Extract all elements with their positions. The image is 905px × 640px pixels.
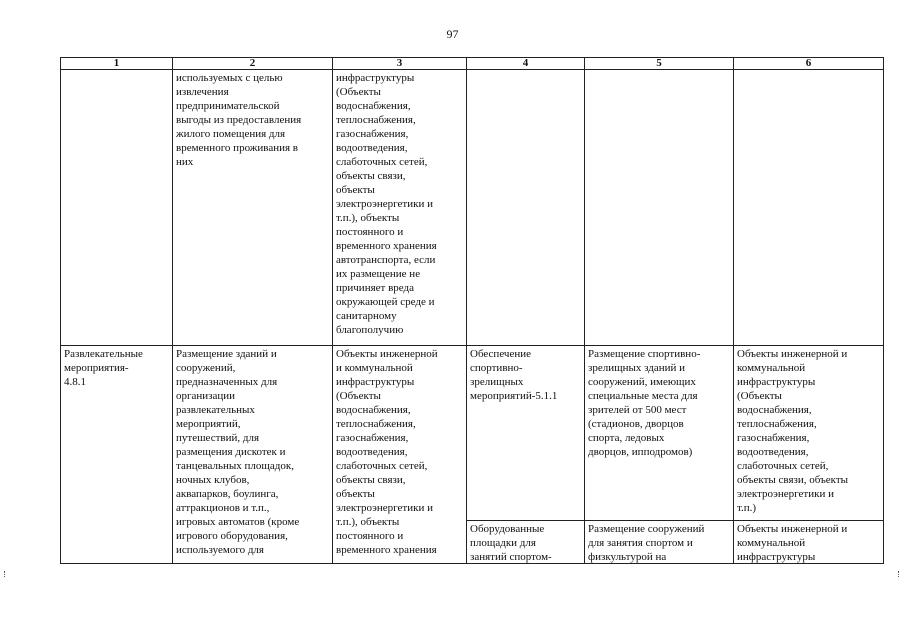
table-row bbox=[61, 70, 884, 346]
column-header-3: 3 bbox=[333, 58, 467, 70]
cell-r2b-c4 bbox=[467, 521, 585, 564]
cell-r1-c2 bbox=[173, 70, 333, 346]
scan-edge-mark-right bbox=[898, 571, 902, 577]
column-header-1: 1 bbox=[61, 58, 173, 70]
document-table bbox=[60, 57, 884, 564]
cell-text: Обеспечение спортивно- зрелищных мероприятий-5.1.1 bbox=[470, 348, 558, 402]
cell-text: Размещение спортивно- зрелищных зданий и сооружений, имеющих специальные места для зрителей от 500 мест (стадионов, дворцов спорта, ледовых дворцов, ипподромов) bbox=[588, 348, 701, 458]
cell-text: Оборудованные площадки для занятий спортом- bbox=[470, 523, 552, 563]
cell-r2-c2 bbox=[173, 346, 333, 564]
column-header-5: 5 bbox=[585, 58, 734, 70]
cell-r1-c4 bbox=[467, 70, 585, 346]
cell-r1-c6 bbox=[734, 70, 884, 346]
cell-r2b-c5 bbox=[585, 521, 734, 564]
cell-text: инфраструктуры (Объекты водоснабжения, теплоснабжения, газоснабжения, водоотведения, слаботочных сетей, объекты связи, объекты электроэнергетики и т.п.), объекты постоянного и временного хранения автотранспорта, если их размещение не причиняет вреда окружающей среде и санитарному благополучию bbox=[336, 72, 437, 336]
cell-text: используемых с целью извлечения предпринимательской выгоды из предоставления жилого помещения для временного проживания в них bbox=[176, 72, 302, 168]
cell-r2-c1 bbox=[61, 346, 173, 564]
scan-edge-mark-left bbox=[4, 571, 8, 577]
cell-r2b-c6 bbox=[734, 521, 884, 564]
column-header-4: 4 bbox=[467, 58, 585, 70]
page-number: 97 bbox=[446, 27, 459, 41]
cell-r2a-c4 bbox=[467, 346, 585, 521]
column-header-6: 6 bbox=[734, 58, 884, 70]
cell-text: Объекты инженерной и коммунальной инфраструктуры (Объекты водоснабжения, теплоснабжения, газоснабжения, водоотведения, слаботочных сетей, объекты связи, объекты электроэнергетики и т.п.), объекты постоянного и временного хранения bbox=[336, 348, 438, 556]
table-header-row bbox=[61, 58, 884, 70]
cell-r1-c1 bbox=[61, 70, 173, 346]
cell-text: Размещение сооружений для занятия спортом и физкультурой на bbox=[588, 523, 705, 563]
cell-text: Развлекательные мероприятия- 4.8.1 bbox=[64, 348, 143, 388]
cell-r1-c5 bbox=[585, 70, 734, 346]
column-header-2: 2 bbox=[173, 58, 333, 70]
cell-text: Объекты инженерной и коммунальной инфраструктуры bbox=[737, 523, 848, 563]
cell-r2a-c6 bbox=[734, 346, 884, 521]
cell-r1-c3 bbox=[333, 70, 467, 346]
table-row bbox=[61, 346, 884, 521]
cell-r2a-c5 bbox=[585, 346, 734, 521]
cell-text: Объекты инженерной и коммунальной инфраструктуры (Объекты водоснабжения, теплоснабжения, газоснабжения, водоотведения, слаботочных сетей, объекты связи, объекты электроэнергетики и т.п.) bbox=[737, 348, 849, 514]
cell-r2-c3 bbox=[333, 346, 467, 564]
cell-text: Размещение зданий и сооружений, предназначенных для организации развлекательных мероприятий, путешествий, для размещения дискотек и танцевальных площадок, ночных клубов, аквапарков, боулинга, аттракционов и т.п., игровых автоматов (кроме игрового оборудования, используемого для bbox=[176, 348, 300, 556]
